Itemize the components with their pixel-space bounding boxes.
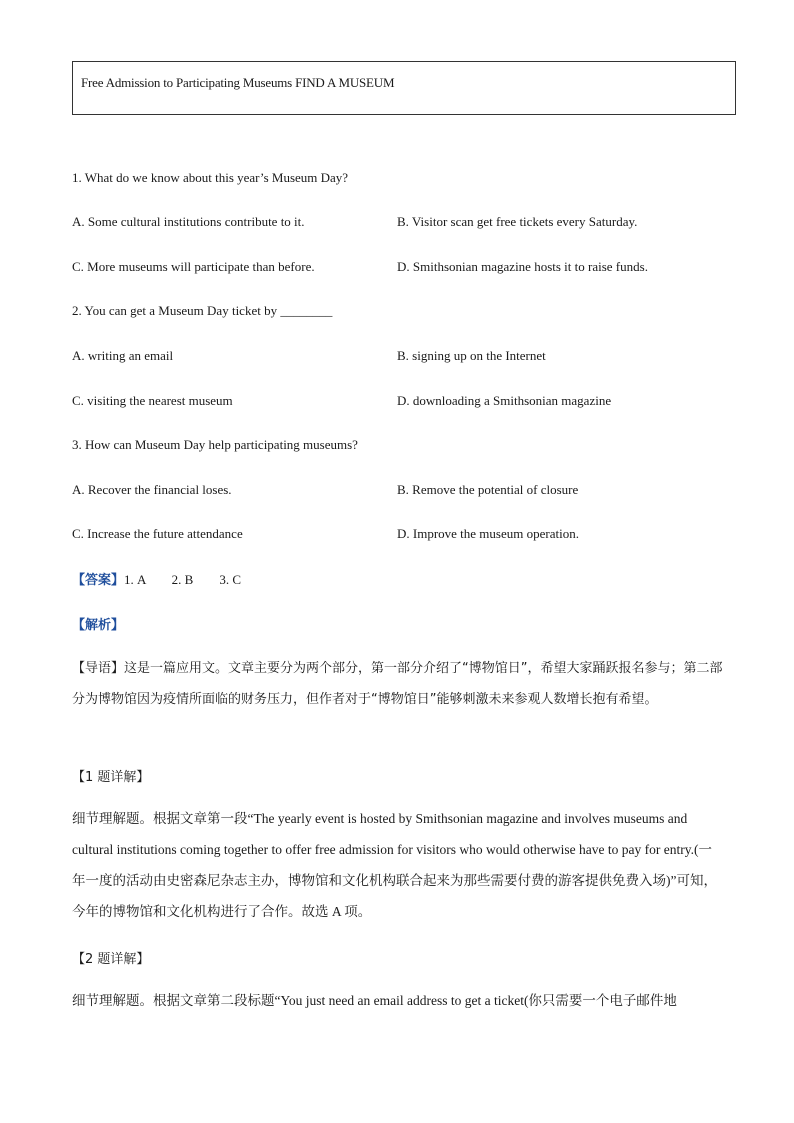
title-box-text: Free Admission to Participating Museums FIND A MUSEUM xyxy=(81,75,395,90)
answer-line xyxy=(72,569,241,588)
question-2-option-c: C. visiting the nearest museum xyxy=(72,393,233,408)
detail-2-paragraph: 细节理解题。根据文章第二段标题“You just need an email address to get a ticket(你只需要一个电子邮件地 xyxy=(72,993,677,1008)
guide-text: 这是一篇应用文。文章主要分为两个部分，第一部分介绍了“博物馆日”，希望大家踊跃报名参与；第二部分为博物馆因为疫情所面临的财务压力，但作者对于“博物馆日”能够刺激未来参观人数增长抱有希望。 xyxy=(72,661,723,707)
question-1-option-a: A. Some cultural institutions contribute to it. xyxy=(72,214,305,229)
question-1-option-d: D. Smithsonian magazine hosts it to raise funds. xyxy=(397,259,648,274)
answer-label: 【答案】 xyxy=(72,573,125,588)
analysis-label: 【解析】 xyxy=(72,618,125,633)
question-2-option-a: A. writing an email xyxy=(72,348,174,363)
question-1-option-c: C. More museums will participate than before. xyxy=(72,259,315,274)
question-2-stem: 2. You can get a Museum Day ticket by ________ xyxy=(72,303,333,318)
detail-2-label: 【2 题详解】 xyxy=(72,952,150,967)
question-2-option-d: D. downloading a Smithsonian magazine xyxy=(397,393,612,408)
question-3-option-c: C. Increase the future attendance xyxy=(72,526,243,541)
question-3-option-d: D. Improve the museum operation. xyxy=(397,526,579,541)
question-1-stem: 1. What do we know about this year’s Museum Day? xyxy=(72,170,349,185)
guide-paragraph xyxy=(72,653,724,715)
question-1-option-b: B. Visitor scan get free tickets every Saturday. xyxy=(397,214,638,229)
question-3-option-a: A. Recover the financial loses. xyxy=(72,482,232,497)
guide-label: 【导语】 xyxy=(72,661,125,676)
question-3-option-b: B. Remove the potential of closure xyxy=(397,482,579,497)
detail-1-label: 【1 题详解】 xyxy=(72,770,150,785)
detail-1-paragraph: 细节理解题。根据文章第一段“The yearly event is hosted by Smithsonian magazine and involves museums and cultural institutions coming together to offer free admission for visitors who would otherwise have to pay for entry.(一年一度的活动由史密森尼杂志主办，博物馆和文化机构联合起来为那些需要付费的游客提供免费入场)”可知，今年的博物馆和文化机构进行了合作。故选 A 项。 xyxy=(72,811,717,919)
title-box xyxy=(72,61,736,115)
question-2-option-b: B. signing up on the Internet xyxy=(397,348,546,363)
answer-text: 1. A 2. B 3. C xyxy=(124,572,242,587)
question-3-stem: 3. How can Museum Day help participating museums? xyxy=(72,437,358,452)
